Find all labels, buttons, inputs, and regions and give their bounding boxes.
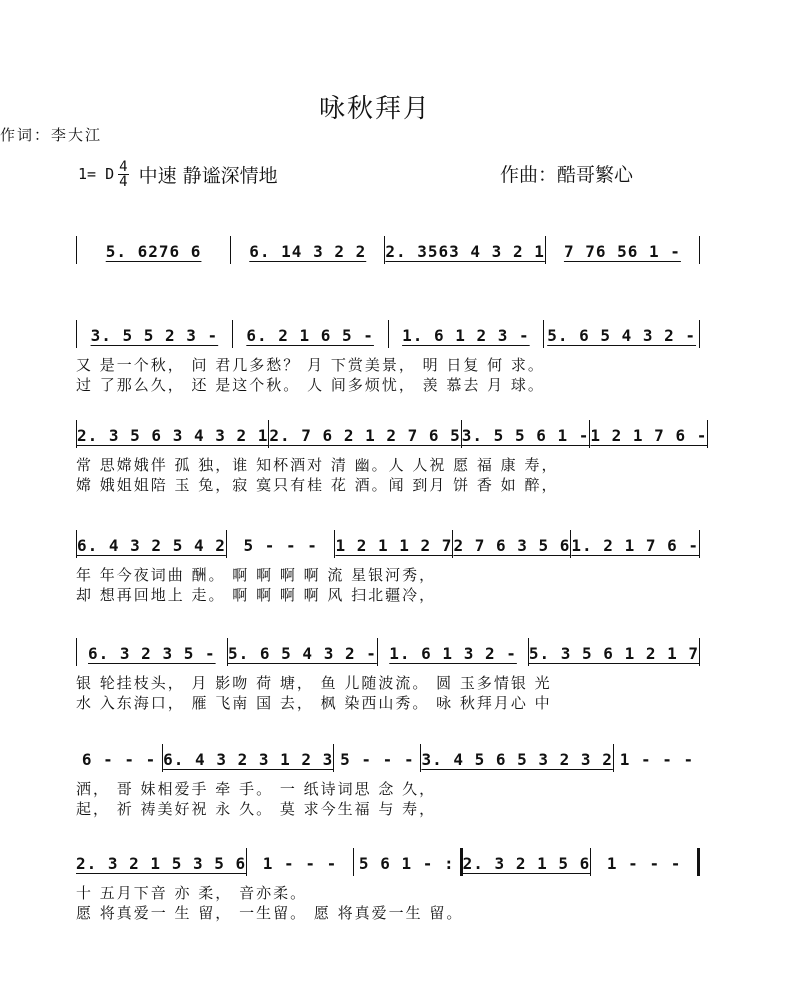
lyrics-verse-1: 年 年今夜词曲 酬。 啊 啊 啊 啊 流 星银河秀，	[76, 566, 437, 584]
barline	[699, 236, 700, 264]
measure: 2. 3 5 6 3 4 3 2 1	[77, 426, 269, 445]
notation-line	[76, 314, 700, 348]
score-row	[76, 524, 700, 604]
measure: 2. 7 6 2 1 2 7 6 5	[269, 426, 461, 445]
key-signature: 1= D	[78, 165, 115, 183]
measure: 3. 5 5 6 1 -	[461, 426, 590, 445]
barline	[699, 530, 700, 558]
barline	[699, 320, 700, 348]
score-row	[76, 632, 700, 712]
measure: 2 7 6 3 5 6	[453, 536, 571, 555]
measure: 6. 2 1 6 5 -	[246, 326, 374, 345]
time-signature-top: 4	[119, 158, 128, 175]
measure: 6. 4 3 2 3 1 2 3	[163, 750, 334, 769]
score-row	[76, 738, 700, 818]
measure: 1 - - -	[262, 854, 338, 873]
measure: 1 - - -	[619, 750, 695, 769]
measure: 1. 2 1 7 6 -	[571, 536, 699, 555]
lyrics-verse-2: 过 了那么久， 还 是这个秋。 人 间多烦忧， 羡 慕去 月 球。	[76, 376, 545, 394]
measure: 1 2 1 7 6 -	[590, 426, 708, 445]
lyrics-verse-2: 起， 祈 祷美好祝 永 久。 莫 求今生福 与 寿，	[76, 800, 437, 818]
measure: 5. 6 5 4 3 2 -	[228, 644, 377, 663]
song-title: 咏秋拜月	[318, 94, 431, 124]
score-row	[76, 314, 700, 394]
composer-credit: 作曲：酷哥繁心	[500, 164, 634, 186]
time-signature-bottom: 4	[119, 173, 128, 190]
notation-line	[76, 738, 700, 772]
notation-line	[76, 414, 708, 448]
measure: 7 76 56 1 -	[563, 242, 681, 261]
lyrics-verse-1: 洒， 哥 妹相爱手 牵 手。 一 纸诗词思 念 久，	[76, 780, 437, 798]
measure: 6 - - -	[81, 750, 157, 769]
tempo-marking: 中速 静谧深情地	[138, 164, 278, 187]
measure: 6. 14 3 2 2	[249, 242, 367, 261]
measure: 6. 3 2 3 5 -	[88, 644, 216, 663]
lyrics-verse-1: 十 五月下音 亦 柔， 音亦柔。	[76, 884, 308, 902]
measure: 5. 6276 6	[105, 242, 202, 261]
notation-line	[76, 230, 700, 264]
lyricist-credit: 作词：李大江	[0, 126, 103, 144]
barline	[707, 420, 708, 448]
lyrics-verse-1: 银 轮挂枝头， 月 影吻 荷 塘， 鱼 儿随波流。 圆 玉多情银 光	[76, 674, 552, 692]
final-barline	[697, 848, 700, 876]
score-row	[76, 414, 708, 494]
measure: 5. 3 5 6 1 2 1 7	[528, 644, 699, 663]
score-row	[76, 842, 700, 922]
measure: 5 - - -	[243, 536, 318, 555]
barline	[699, 638, 700, 666]
score-row	[76, 230, 700, 310]
notation-line	[76, 632, 700, 666]
time-signature	[118, 160, 128, 189]
measure: 5 - - -	[340, 750, 415, 769]
measure: 1 2 1 1 2 7	[335, 536, 453, 555]
notation-line	[76, 842, 700, 876]
measure: 1 - - -	[606, 854, 682, 873]
measure: 5. 6 5 4 3 2 -	[547, 326, 697, 345]
lyrics-verse-2: 却 想再回地上 走。 啊 啊 啊 啊 风 扫北疆冷，	[76, 586, 437, 604]
lyrics-verse-2: 嫦 娥姐姐陪 玉 兔，寂 寞只有桂 花 酒。闻 到月 饼 香 如 醉，	[76, 476, 559, 494]
measure: 3. 5 5 2 3 -	[90, 326, 219, 345]
notation-line	[76, 524, 700, 558]
measure: 2. 3563 4 3 2 1	[385, 242, 545, 261]
measure: 1. 6 1 2 3 -	[402, 326, 530, 345]
lyrics-verse-1: 又 是一个秋， 问 君几多愁？ 月 下赏美景， 明 日复 何 求。	[76, 356, 545, 374]
lyrics-verse-1: 常 思嫦娥伴 孤 独，谁 知杯酒对 清 幽。人 人祝 愿 福 康 寿，	[76, 456, 559, 474]
measure: 1. 6 1 3 2 -	[389, 644, 517, 663]
measure: 3. 4 5 6 5 3 2 3 2	[421, 750, 613, 769]
measure: 6. 4 3 2 5 4 2	[77, 536, 226, 555]
key-and-tempo	[78, 156, 278, 192]
measure: 2. 3 2 1 5 6	[462, 854, 591, 873]
lyrics-verse-2: 水 入东海口， 雁 飞南 国 去， 枫 染西山秀。 咏 秋拜月心 中	[76, 694, 552, 712]
measure: 2. 3 2 1 5 3 5 6	[76, 854, 247, 873]
measure: 5 6 1 - :	[358, 854, 455, 873]
lyrics-verse-2: 愿 将真爱一 生 留， 一生留。 愿 将真爱一生 留。	[76, 904, 464, 922]
